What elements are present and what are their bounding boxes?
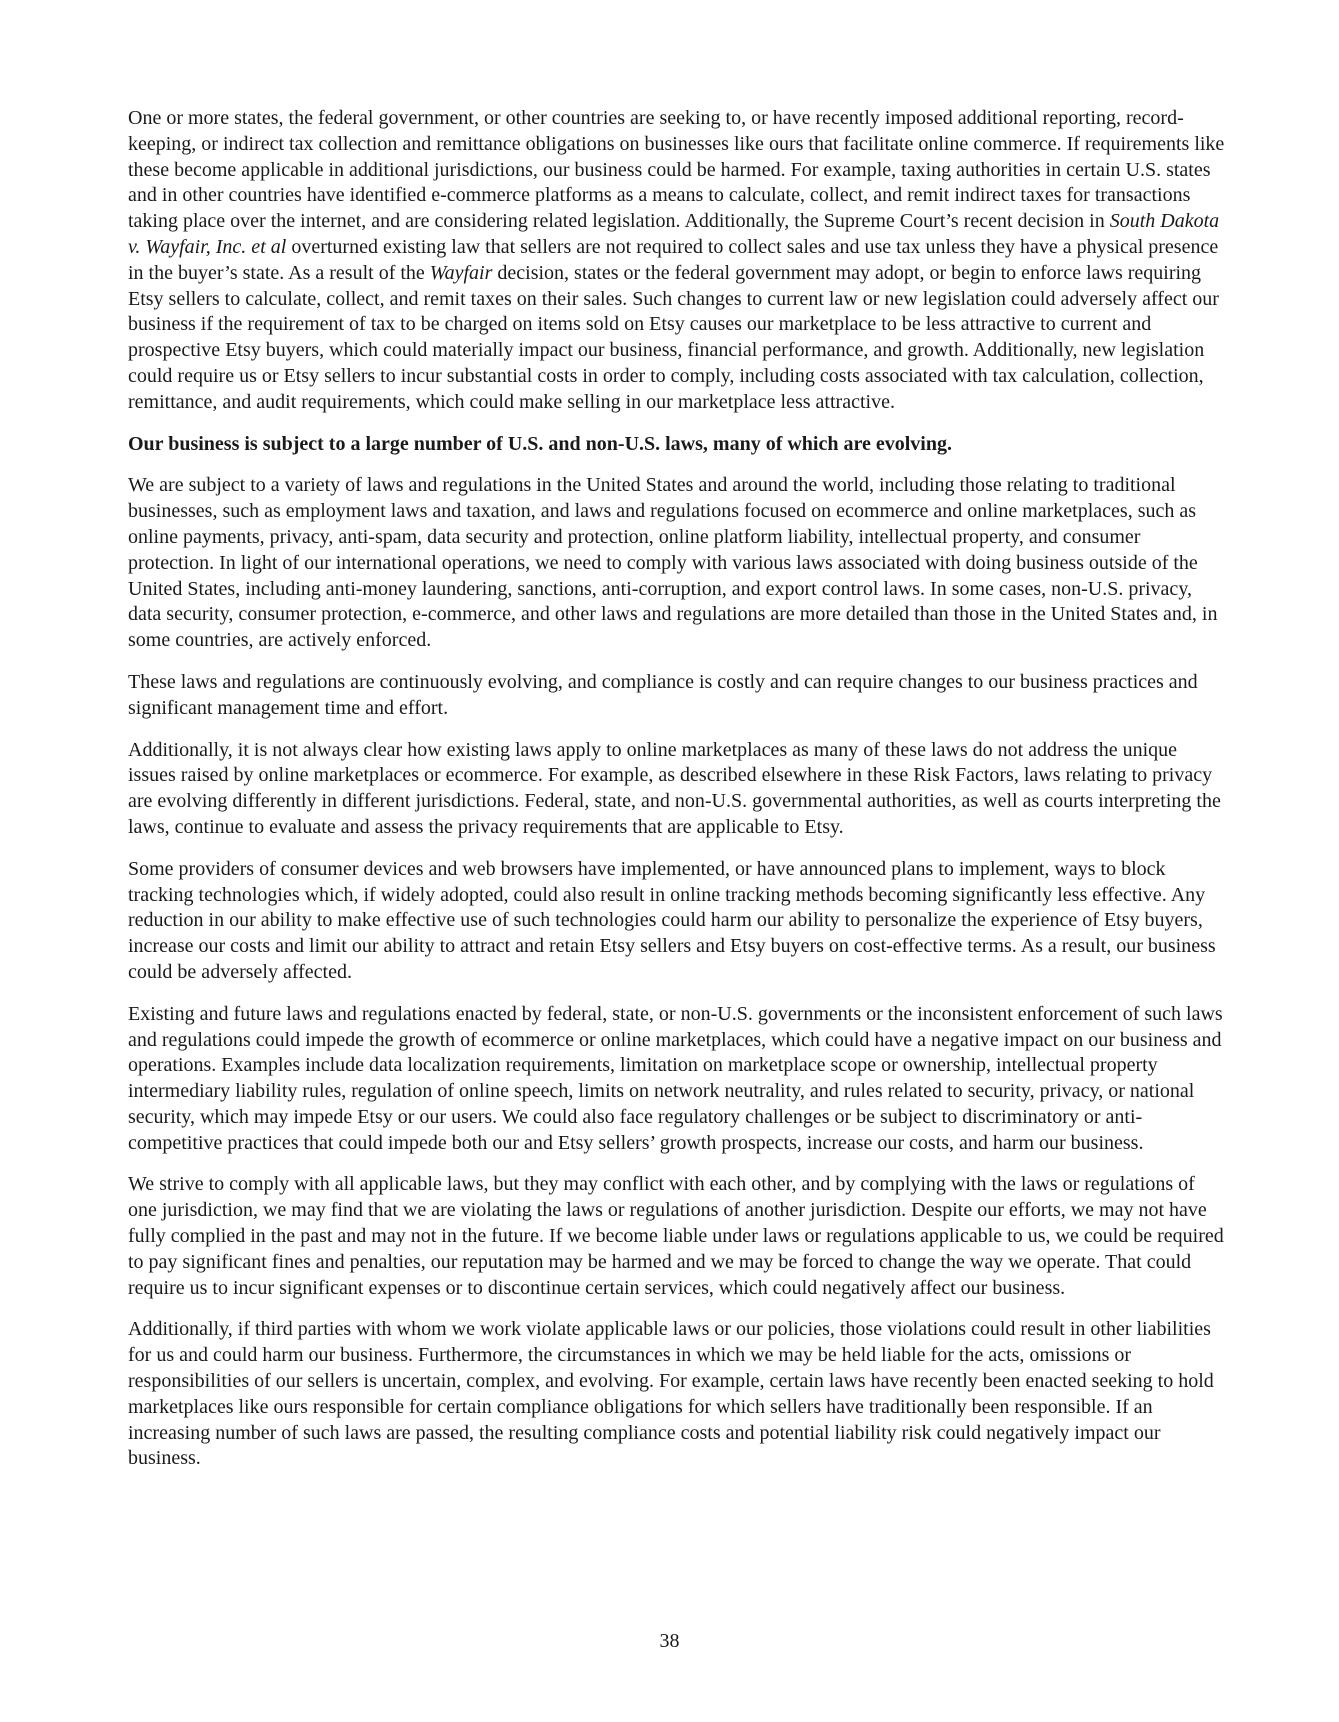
paragraph-tax-obligations [128, 106, 1226, 416]
paragraph: Some providers of consumer devices and web browsers have implemented, or have announced plans to implement, ways to block tracking technologies which, if widely adopted, could also result in online tracking methods becoming significantly less effective. Any reduction in our ability to make effective use of such technologies could harm our ability to personalize the experience of Etsy buyers, increase our costs and limit our ability to attract and retain Etsy sellers and Etsy buyers on cost-effective terms. As a result, our business could be adversely affected. [128, 857, 1216, 983]
paragraph: We are subject to a variety of laws and regulations in the United States and around the world, including those relating to traditional businesses, such as employment laws and taxation, and laws and regulations focused on ecommerce and online marketplaces, such as online payments, privacy, anti-spam, data security and protection, online platform liability, intellectual property, and consumer protection. In light of our international operations, we need to comply with various laws associated with doing business outside of the United States, including anti-money laundering, sanctions, anti-corruption, and export control laws. In some cases, non-U.S. privacy, data security, consumer protection, e-commerce, and other laws and regulations are more detailed than those in the United States and, in some countries, are actively enforced. [128, 474, 1218, 652]
paragraph: Additionally, it is not always clear how existing laws apply to online marketplaces as many of these laws do not address the unique issues raised by online marketplaces or ecommerce. For example, as described elsewhere in these Risk Factors, laws relating to privacy are evolving differently in different jurisdictions. Federal, state, and non-U.S. governmental authorities, as well as courts interpreting the laws, continue to evaluate and assess the privacy requirements that are applicable to Etsy. [128, 738, 1221, 838]
case-short-name: Wayfair [429, 261, 493, 284]
paragraph-text: overturned existing law that sellers are not required to collect sales and use tax unless they have a physical presence in the buyer’s state. As a result of the [128, 235, 1219, 284]
paragraph: Additionally, if third parties with whom we work violate applicable laws or our policies, those violations could result in other liabilities for us and could harm our business. Furthermore, the circumstances in which we may be held liable for the acts, omissions or responsibilities of our sellers is uncertain, complex, and evolving. For example, certain laws have recently been enacted seeking to hold marketplaces like ours responsible for certain compliance obligations for which sellers have traditionally been responsible. If an increasing number of such laws are passed, the resulting compliance costs and potential liability risk could negatively impact our business. [128, 1318, 1214, 1470]
page-number: 38 [659, 1630, 680, 1652]
paragraph: These laws and regulations are continuously evolving, and compliance is costly and can require changes to our business practices and significant management time and effort. [128, 670, 1198, 719]
section-heading: Our business is subject to a large number of U.S. and non-U.S. laws, many of which are evolving. [128, 432, 952, 455]
paragraph: Existing and future laws and regulations enacted by federal, state, or non-U.S. governments or the inconsistent enforcement of such laws and regulations could impede the growth of ecommerce or online marketplaces, which could have a negative impact on our business and operations. Examples include data localization requirements, limitation on marketplace scope or ownership, intellectual property intermediary liability rules, regulation of online speech, limits on network neutrality, and rules related to security, privacy, or national security, which may impede Etsy or our users. We could also face regulatory challenges or be subject to discriminatory or anti-competitive practices that could impede both our and Etsy sellers’ growth prospects, increase our costs, and harm our business. [128, 1002, 1223, 1154]
paragraph-text: One or more states, the federal government, or other countries are seeking to, or have recently imposed additional reporting, record-keeping, or indirect tax collection and remittance obligations on businesses like ours that facilitate online commerce. If requirements like these become applicable in additional jurisdictions, our business could be harmed. For example, taxing authorities in certain U.S. states and in other countries have identified e-commerce platforms as a means to calculate, collect, and remit indirect taxes for transactions taking place over the internet, and are considering related legislation. Additionally, the Supreme Court’s recent decision in [128, 107, 1225, 233]
paragraph-text: decision, states or the federal government may adopt, or begin to enforce laws requiring Etsy sellers to calculate, collect, and remit taxes on their sales. Such changes to current law or new legislation could adversely affect our business if the requirement of tax to be charged on items sold on Etsy causes our marketplace to be less attractive to current and prospective Etsy buyers, which could materially impact our business, financial performance, and growth. Additionally, new legislation could require us or Etsy sellers to incur substantial costs in order to comply, including costs associated with tax calculation, collection, remittance, and audit requirements, which could make selling in our marketplace less attractive. [128, 261, 1219, 413]
case-name: South Dakota v. Wayfair, Inc. et al [128, 210, 1220, 258]
document-page [128, 106, 1226, 1488]
paragraph: We strive to comply with all applicable laws, but they may conflict with each other, and by complying with the laws or regulations of one jurisdiction, we may find that we are violating the laws or regulations of another jurisdiction. Despite our efforts, we may not have fully complied in the past and may not in the future. If we become liable under laws or regulations applicable to us, we could be required to pay significant fines and penalties, our reputation may be harmed and we may be forced to change the way we operate. That could require us to incur significant expenses or to discontinue certain services, which could negatively affect our business. [128, 1173, 1224, 1299]
